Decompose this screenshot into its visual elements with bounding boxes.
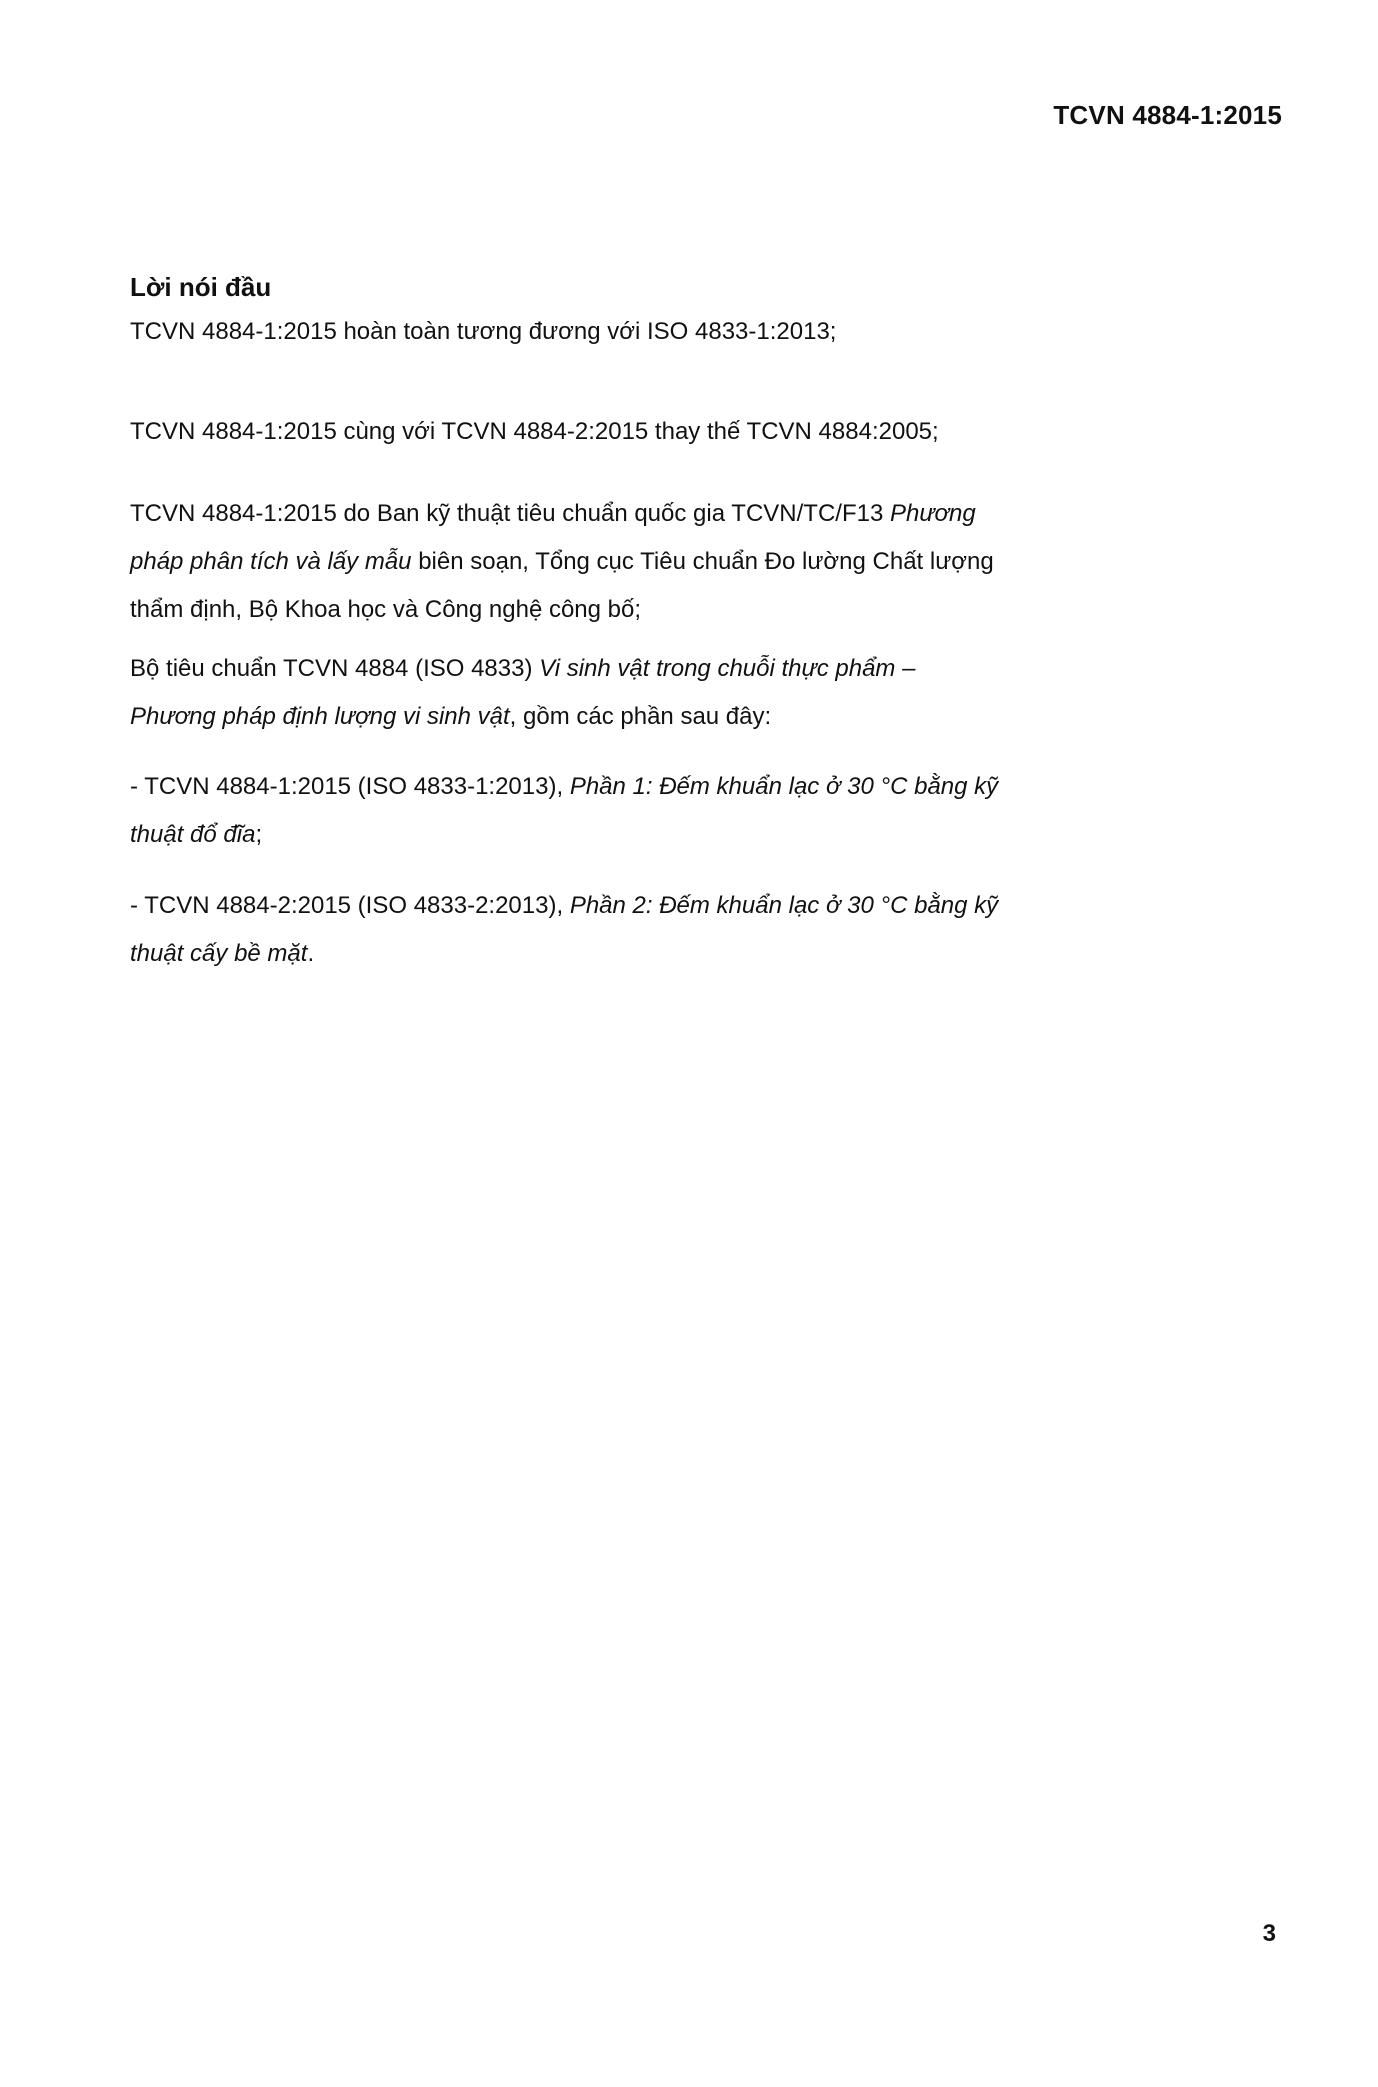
paragraph-compilation [130,490,1000,634]
list-item-suffix: ; [255,821,263,848]
text-run: Bộ tiêu chuẩn TCVN 4884 (ISO 4833) [130,655,540,682]
list-item-title: Phần 1: Đếm khuẩn lạc ở 30 °C bằng kỹ thuật đổ đĩa [130,773,999,848]
paragraph-replacement: TCVN 4884-1:2015 cùng với TCVN 4884-2:2015 thay thế TCVN 4884:2005; [130,418,939,445]
page-number: 3 [1262,1920,1276,1947]
text-run: TCVN 4884-1:2015 do Ban kỹ thuật tiêu chuẩn quốc gia TCVN/TC/F13 [130,500,890,527]
running-header-standard-code: TCVN 4884-1:2015 [1053,100,1282,130]
paragraph-equivalence: TCVN 4884-1:2015 hoàn toàn tương đương với ISO 4833-1:2013; [130,318,837,345]
list-item-part-2 [130,882,1000,978]
text-run: biên soạn, Tổng cục Tiêu chuẩn Đo lường Chất lượng thẩm định, Bộ Khoa học và Công nghệ công bố; [130,548,994,623]
list-item-prefix: - TCVN 4884-1:2015 (ISO 4833-1:2013), [130,773,570,800]
italic-committee-name: Phương pháp phân tích và lấy mẫu [130,500,976,575]
paragraph-series [130,645,1000,741]
list-item-prefix: - TCVN 4884-2:2015 (ISO 4833-2:2013), [130,892,570,919]
text-run: , gồm các phần sau đây: [509,703,772,730]
list-item-part-1 [130,763,1000,859]
italic-series-title: Vi sinh vật trong chuỗi thực phẩm – Phương pháp định lượng vi sinh vật [130,655,916,730]
foreword-heading: Lời nói đầu [130,272,272,302]
list-item-suffix: . [307,940,315,967]
list-item-title: Phần 2: Đếm khuẩn lạc ở 30 °C bằng kỹ thuật cấy bề mặt [130,892,999,967]
